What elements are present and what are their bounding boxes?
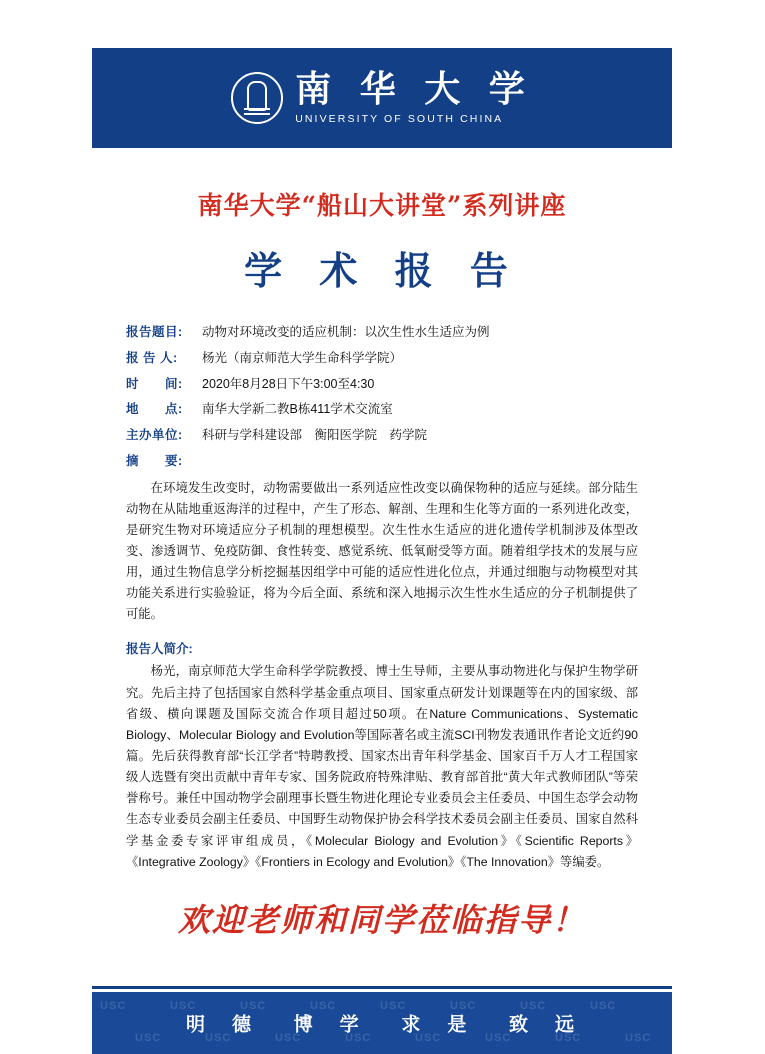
university-name-block [295, 68, 533, 126]
event-details [126, 323, 638, 471]
watermark: USC [345, 1032, 372, 1044]
watermark: USC [100, 1000, 127, 1012]
detail-label: 主办单位: [126, 428, 183, 442]
watermark: USC [555, 1032, 582, 1044]
watermark: USC [135, 1032, 162, 1044]
abstract-text: 在环境发生改变时，动物需要做出一系列适应性改变以确保物种的适应与延续。部分陆生动物在从陆地重返海洋的过程中，产生了形态、解剖、生理和生化等方面的一系列进化改变，是研究生物对环境适应分子机制的理想模型。次生性水生适应的进化遗传学机制涉及体型改变、渗透调节、免疫防御、食性转变、感觉系统、低氧耐受等方面。随着组学技术的发展与应用，通过生物信息学分析挖掘基因组学中可能的适应性进化位点，并通过细胞与动物模型对其功能关系进行实验验证，将为今后全面、系统和深入地揭示次生性水生适应的分子机制提供了可能。 [126, 480, 638, 622]
poster-footer [92, 992, 672, 1054]
detail-label: 报告题目: [126, 325, 183, 339]
university-logo [231, 68, 533, 126]
detail-value: 科研与学科建设部 衡阳医学院 药学院 [202, 428, 428, 442]
series-title: 南华大学“船山大讲堂”系列讲座 [197, 191, 567, 220]
detail-row-time [126, 375, 638, 394]
motto-word-1: 明 德 [186, 1013, 256, 1036]
detail-row-topic [126, 323, 638, 342]
poster-body [92, 186, 672, 986]
university-seal-icon [231, 72, 283, 124]
watermark: USC [205, 1032, 232, 1044]
watermark: USC [415, 1032, 442, 1044]
motto-word-3: 求 是 [401, 1013, 471, 1036]
poster-header [92, 48, 672, 148]
watermark: USC [590, 1000, 617, 1012]
detail-row-location [126, 400, 638, 419]
detail-value: 南华大学新二教B栋411学术交流室 [202, 402, 393, 417]
detail-value: 2020年8月28日下午3:00至4:30 [202, 376, 375, 391]
speaker-bio-text: 杨光，南京师范大学生命科学学院教授、博士生导师，主要从事动物进化与保护生物学研究。先后主持了包括国家自然科学基金重点项目、国家重点研发计划课题等在内的国家级、部省级、横向课题及国际交流合作项目超过50项。在Nature Communications、Systematic Biology、Molecular Biology and Evolution等国际著名或主流SCI刊物发表通讯作者论文近约90篇。先后获得教育部“长江学者”特聘教授、国家杰出青年科学基金、国家百千万人才工程国家级人选暨有突出贡献中青年专家、国务院政府特殊津贴、教育部首批“黄大年式教师团队”等荣誉称号。兼任中国动物学会副理事长暨生物进化理论专业委员会主任委员、中国生态学会动物生态专业委员会副主任委员、中国野生动物保护协会科学技术委员会副主任委员、国家自然科学基金委专家评审组成员，《Molecular Biology and Evolution》《Scientific Reports》《Integrative Zoology》《Frontiers in Ecology and Evolution》《The Innovation》等编委。 [126, 664, 638, 869]
watermark: USC [170, 1000, 197, 1012]
detail-label: 时 间: [126, 376, 183, 391]
detail-label: 摘 要: [126, 453, 183, 468]
watermark: USC [275, 1032, 302, 1044]
detail-label: 地 点: [126, 402, 183, 417]
watermark: USC [625, 1032, 652, 1044]
welcome-message: 欢迎老师和同学莅临指导！ [177, 900, 586, 939]
detail-row-organizer [126, 426, 638, 445]
university-motto [92, 1010, 672, 1037]
watermark: USC [450, 1000, 477, 1012]
watermark: USC [310, 1000, 337, 1012]
motto-word-2: 博 学 [293, 1013, 363, 1036]
detail-row-abstract-label [126, 452, 638, 471]
detail-label: 报 告 人: [126, 350, 178, 365]
speaker-bio-heading: 报告人简介: [126, 642, 193, 657]
university-name-en: UNIVERSITY OF SOUTH CHINA [295, 113, 504, 126]
detail-row-speaker [126, 349, 638, 368]
detail-value: 动物对环境改变的适应机制：以次生性水生适应为例 [202, 325, 490, 339]
watermark: USC [240, 1000, 267, 1012]
university-name-cn: 南 华 大 学 [295, 68, 533, 111]
motto-word-4: 致 远 [508, 1013, 578, 1036]
detail-value: 杨光（南京师范大学生命科学学院） [202, 350, 403, 365]
watermark: USC [380, 1000, 407, 1012]
poster-root [92, 48, 672, 1044]
page-title: 学 术 报 告 [244, 248, 520, 293]
watermark: USC [485, 1032, 512, 1044]
watermark: USC [520, 1000, 547, 1012]
